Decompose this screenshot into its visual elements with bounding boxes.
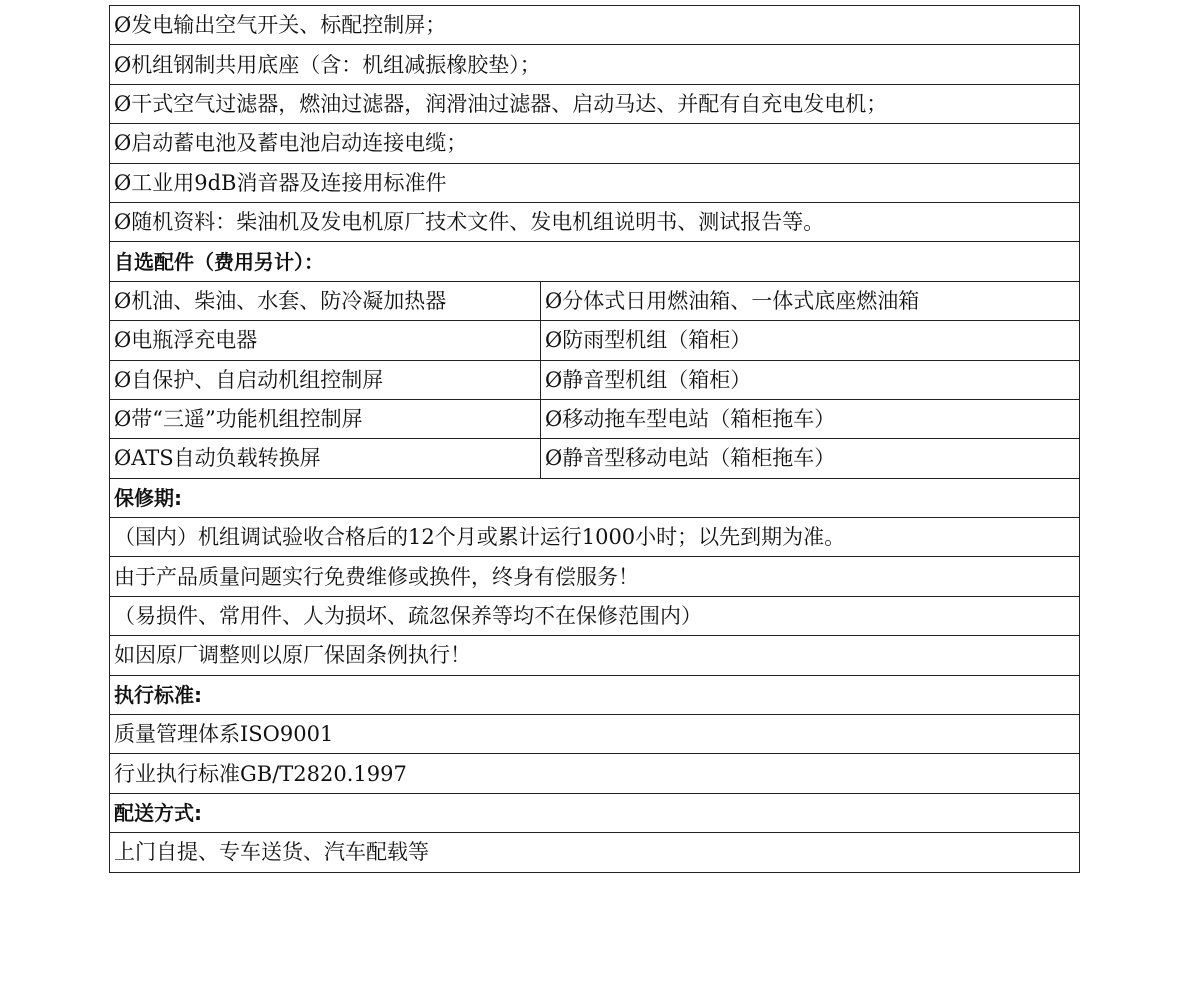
standards-line: 质量管理体系ISO9001	[110, 715, 1080, 754]
table-row	[110, 242, 1080, 281]
table-row	[110, 360, 1080, 399]
standard-item: Ø工业用9dB消音器及连接用标准件	[110, 163, 1080, 202]
table-row	[110, 518, 1080, 557]
table-row	[110, 478, 1080, 517]
table-row	[110, 833, 1080, 872]
table-row	[110, 636, 1080, 675]
table-row	[110, 84, 1080, 123]
table-row	[110, 399, 1080, 438]
optional-item-left: Ø自保护、自启动机组控制屏	[110, 360, 541, 399]
standard-item: Ø发电输出空气开关、标配控制屏；	[110, 6, 1080, 45]
optional-item-left: Ø电瓶浮充电器	[110, 321, 541, 360]
table-row	[110, 793, 1080, 832]
warranty-line: 由于产品质量问题实行免费维修或换件，终身有偿服务！	[110, 557, 1080, 596]
optional-section-title: 自选配件（费用另计）：	[110, 242, 1080, 281]
table-row	[110, 281, 1080, 320]
spec-table	[109, 5, 1080, 873]
table-row	[110, 202, 1080, 241]
optional-item-right: Ø分体式日用燃油箱、一体式底座燃油箱	[541, 281, 1080, 320]
delivery-line: 上门自提、专车送货、汽车配载等	[110, 833, 1080, 872]
warranty-line: （国内）机组调试验收合格后的12个月或累计运行1000小时；以先到期为准。	[110, 518, 1080, 557]
table-row	[110, 675, 1080, 714]
table-row	[110, 163, 1080, 202]
optional-item-right: Ø防雨型机组（箱柜）	[541, 321, 1080, 360]
optional-item-left: Ø机油、柴油、水套、防冷凝加热器	[110, 281, 541, 320]
table-row	[110, 596, 1080, 635]
table-row	[110, 557, 1080, 596]
table-row	[110, 124, 1080, 163]
table-row	[110, 45, 1080, 84]
standards-line: 行业执行标准GB/T2820.1997	[110, 754, 1080, 793]
standard-item: Ø机组钢制共用底座（含：机组减振橡胶垫）；	[110, 45, 1080, 84]
table-row	[110, 754, 1080, 793]
standard-item: Ø干式空气过滤器，燃油过滤器，润滑油过滤器、启动马达、并配有自充电发电机；	[110, 84, 1080, 123]
standards-section-title: 执行标准:	[110, 675, 1080, 714]
warranty-line: （易损件、常用件、人为损坏、疏忽保养等均不在保修范围内）	[110, 596, 1080, 635]
optional-item-right: Ø移动拖车型电站（箱柜拖车）	[541, 399, 1080, 438]
table-row	[110, 6, 1080, 45]
delivery-section-title: 配送方式:	[110, 793, 1080, 832]
warranty-line: 如因原厂调整则以原厂保固条例执行！	[110, 636, 1080, 675]
table-row	[110, 439, 1080, 478]
standard-item: Ø随机资料：柴油机及发电机原厂技术文件、发电机组说明书、测试报告等。	[110, 202, 1080, 241]
standard-item: Ø启动蓄电池及蓄电池启动连接电缆；	[110, 124, 1080, 163]
optional-item-right: Ø静音型移动电站（箱柜拖车）	[541, 439, 1080, 478]
optional-item-left: Ø带“三遥”功能机组控制屏	[110, 399, 541, 438]
optional-item-right: Ø静音型机组（箱柜）	[541, 360, 1080, 399]
warranty-section-title: 保修期:	[110, 478, 1080, 517]
optional-item-left: ØATS自动负载转换屏	[110, 439, 541, 478]
table-row	[110, 715, 1080, 754]
table-row	[110, 321, 1080, 360]
